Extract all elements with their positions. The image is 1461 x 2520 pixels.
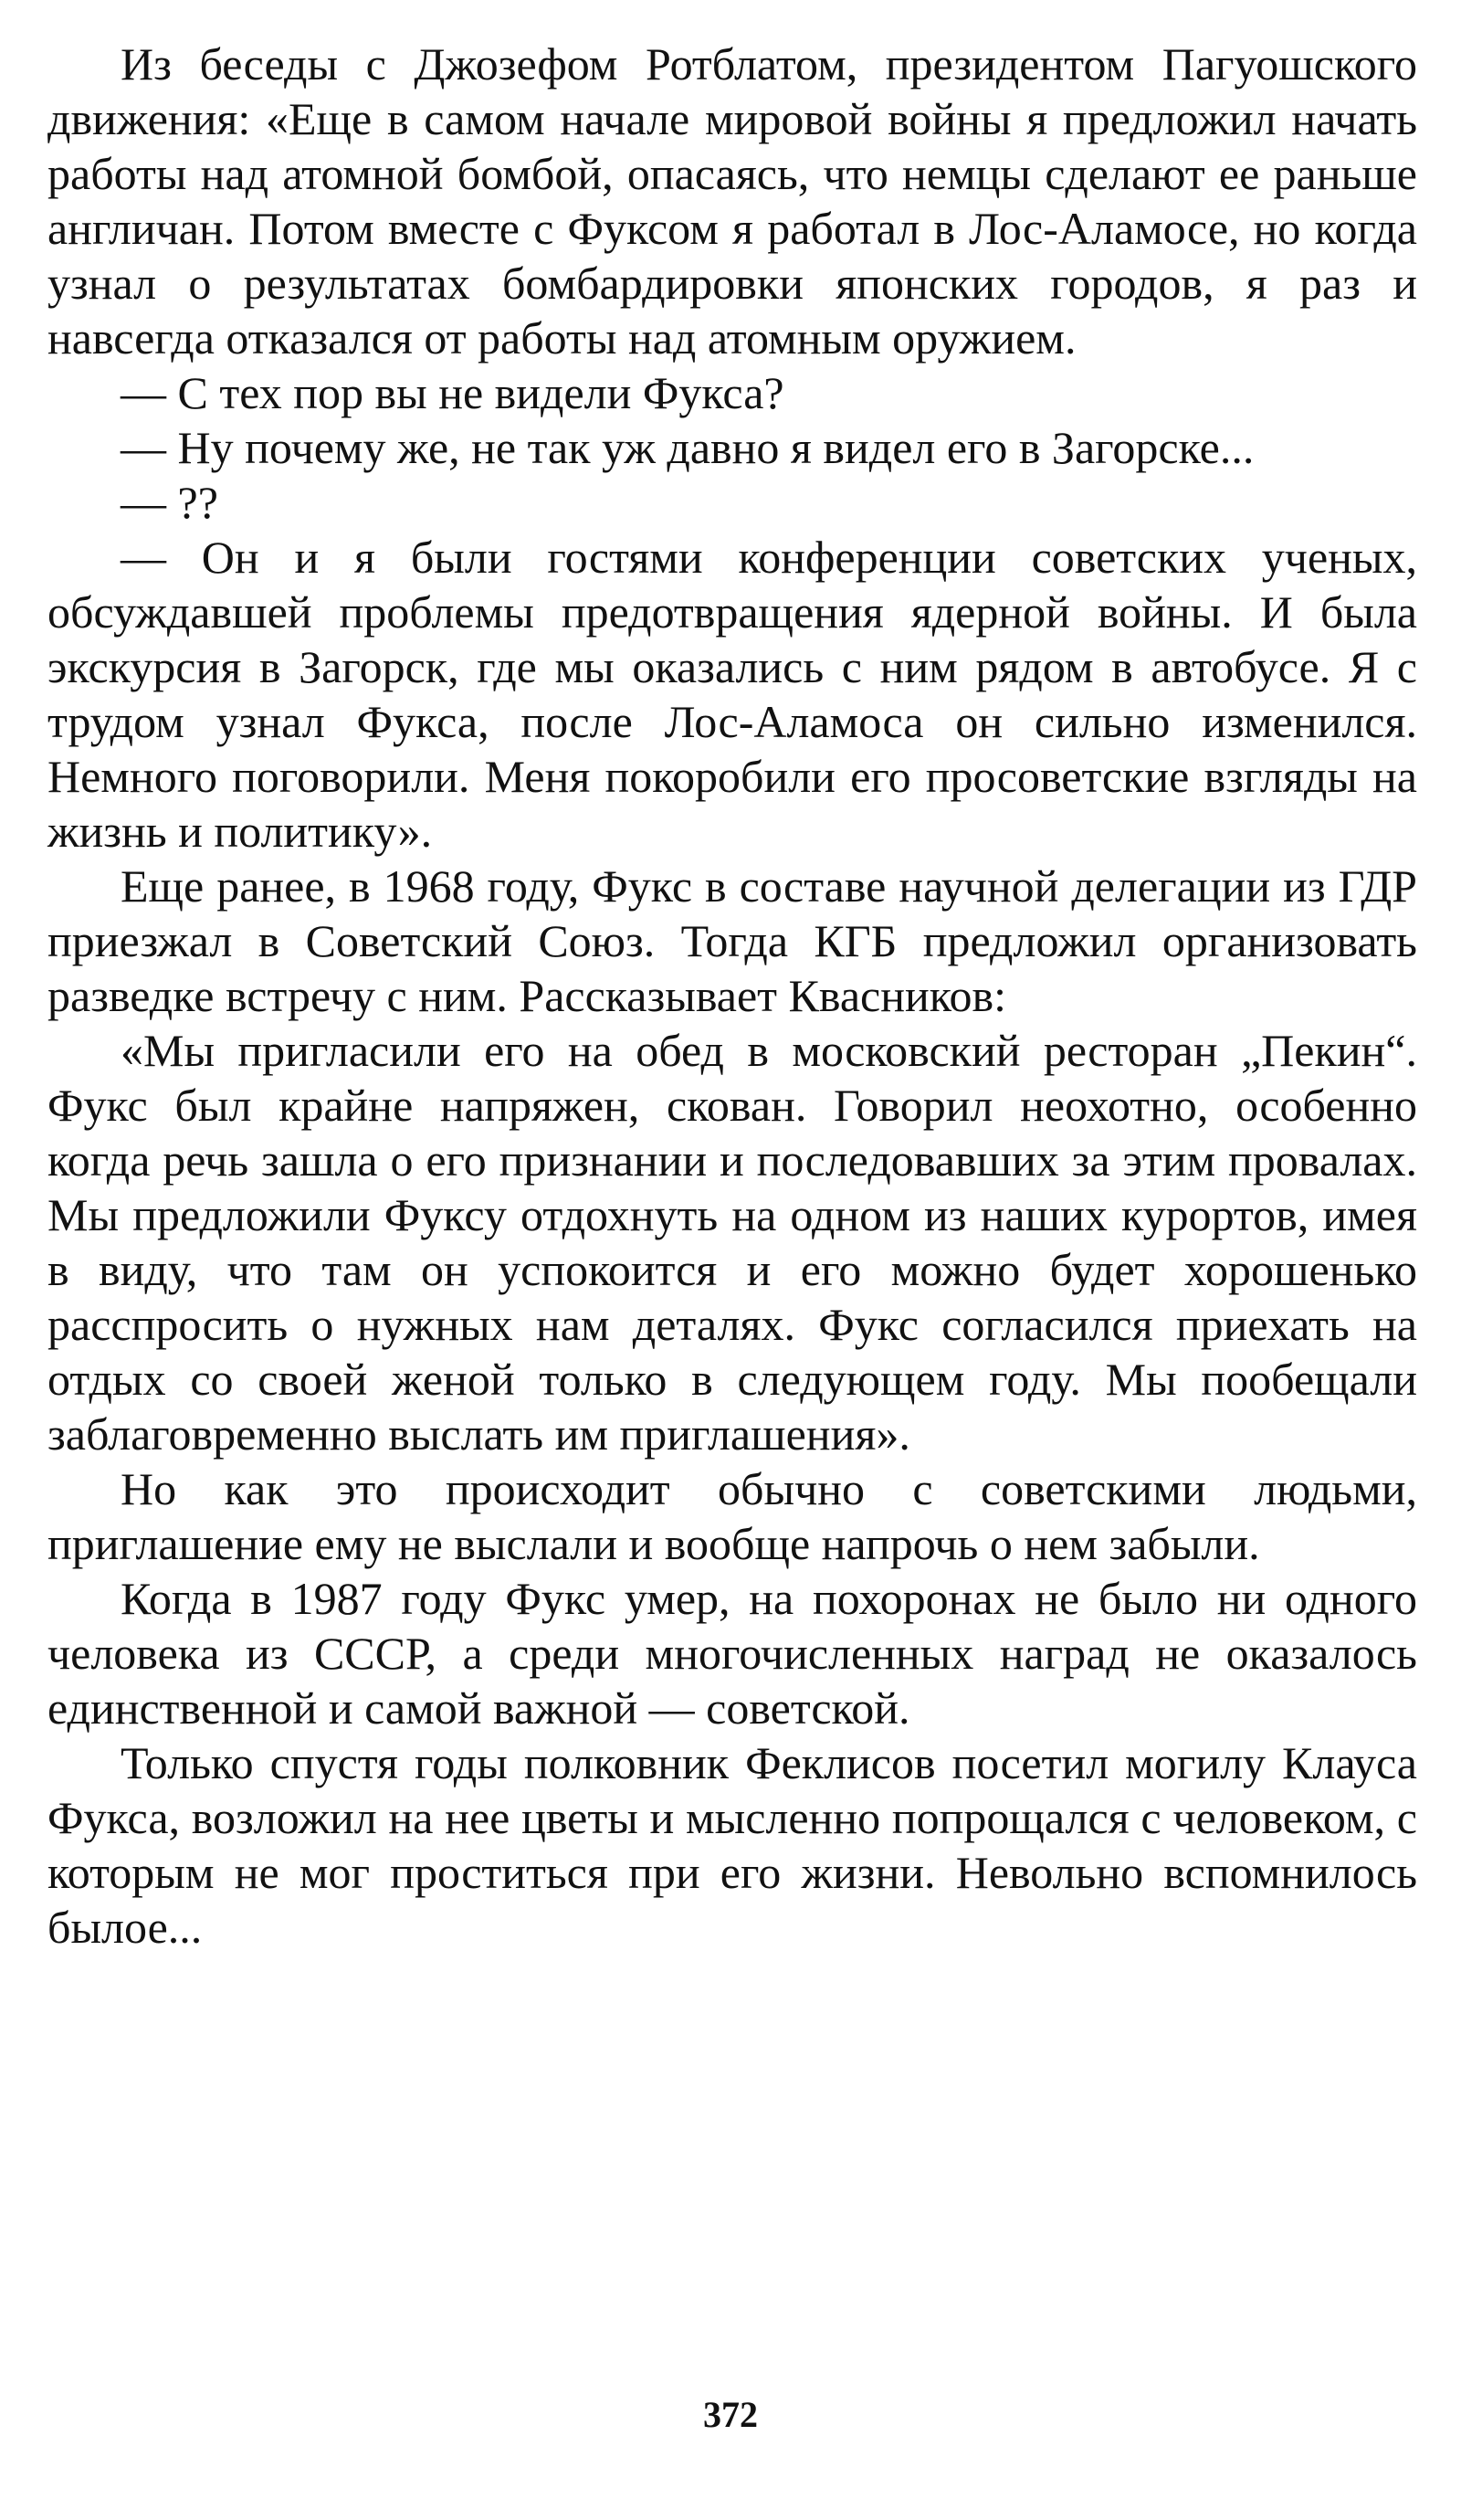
- paragraph-rotblat-interview: Из беседы с Джозефом Ротблатом, президентом Пагуошского движения: «Еще в самом начале мировой войны я предложил начать работы над атомной бомбой, опасаясь, что немцы сделают ее раньше англичан. Потом вместе с Фуксом я работал в Лос-Аламосе, но когда узнал о результатах бомбардировки японских городов, я раз и навсегда отказался от работы над атомным оружием.: [47, 38, 1417, 364]
- page-number: 372: [703, 2394, 758, 2435]
- book-page: [47, 37, 1417, 2484]
- paragraph-dialogue-question: — С тех пор вы не видели Фукса?: [121, 367, 784, 418]
- paragraph-dialogue-conference: — Он и я были гостями конференции советских ученых, обсуждавшей проблемы предотвращения ядерной войны. И была экскурсия в Загорск, где мы оказались с ним рядом в автобусе. Я с трудом узнал Фукса, после Лос-Аламоса он сильно изменился. Немного поговорили. Меня покоробили его просоветские взгляды на жизнь и политику».: [47, 532, 1417, 857]
- paragraph-dialogue-puzzled: — ??: [121, 477, 218, 528]
- paragraph-1968-visit: Еще ранее, в 1968 году, Фукс в составе научной делегации из ГДР приезжал в Советский Союз. Тогда КГБ предложил организовать разведке встречу с ним. Рассказывает Квасников:: [47, 860, 1417, 1021]
- paragraph-kvasnikov-quote: «Мы пригласили его на обед в московский ресторан „Пекин“. Фукс был крайне напряжен, скован. Говорил неохотно, особенно когда речь зашла о его признании и последовавших за этим провалах. Мы предложили Фуксу отдохнуть на одном из наших курортов, имея в виду, что там он успокоится и его можно будет хорошенько расспросить о нужных нам деталях. Фукс согласился приехать на отдых со своей женой только в следующем году. Мы пообещали заблаговременно выслать им приглашения».: [47, 1025, 1417, 1460]
- paragraph-dialogue-answer: — Ну почему же, не так уж давно я видел его в Загорске...: [121, 422, 1255, 473]
- paragraph-forgotten-invitation: Но как это происходит обычно с советскими людьми, приглашение ему не выслали и вообще напрочь о нем забыли.: [47, 1463, 1417, 1569]
- paragraph-fuchs-death: Когда в 1987 году Фукс умер, на похоронах не было ни одного человека из СССР, а среди многочисленных наград не оказалось единственной и самой важной — советской.: [47, 1573, 1417, 1734]
- paragraph-feklisov-grave: Только спустя годы полковник Феклисов посетил могилу Клауса Фукса, возложил на нее цветы и мысленно попрощался с человеком, с которым не мог проститься при его жизни. Невольно вспомнилось былое...: [47, 1737, 1417, 1953]
